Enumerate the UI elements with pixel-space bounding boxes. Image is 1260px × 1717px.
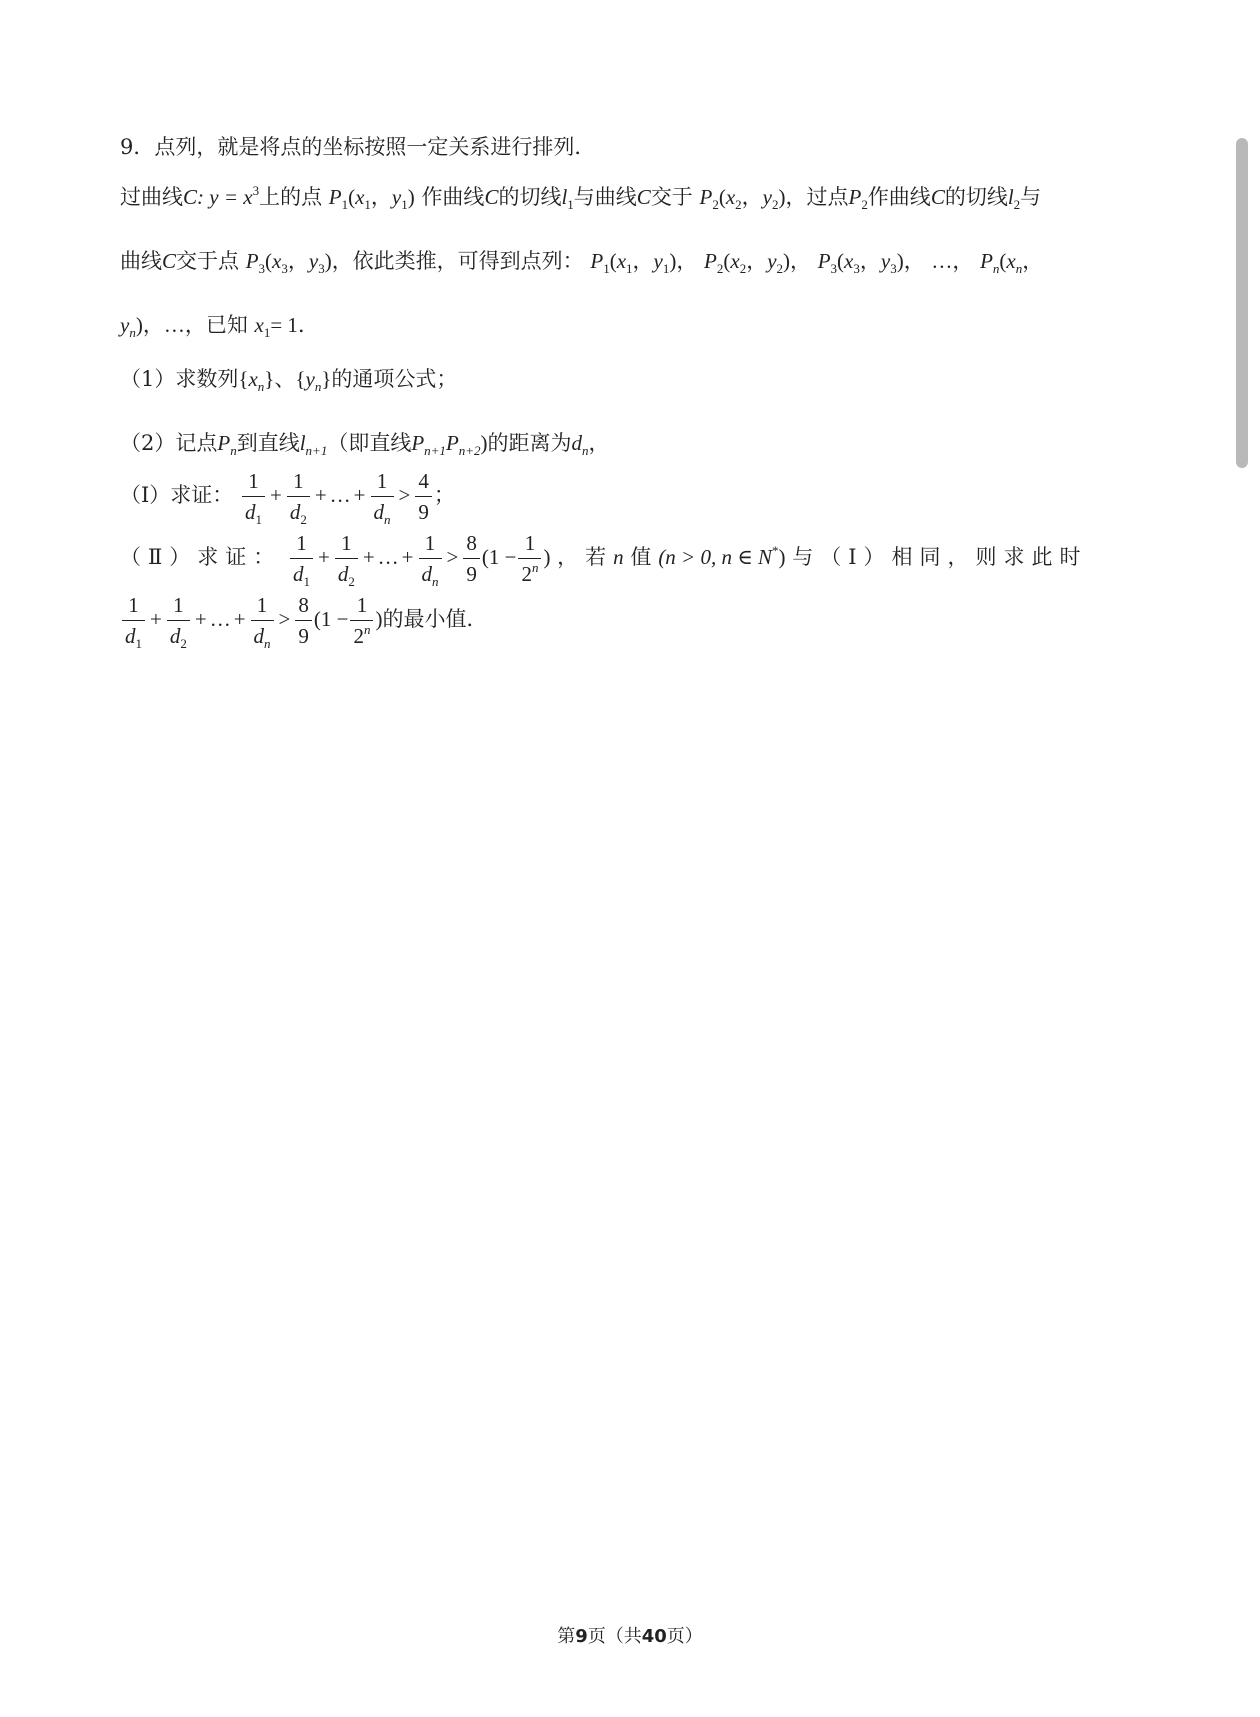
math-x: x (355, 185, 365, 209)
math-sub: 3 (258, 261, 266, 276)
text: ， (676, 249, 698, 273)
footer-text: 页） (666, 1626, 703, 1647)
fraction (242, 466, 265, 527)
frac-num: 1 (419, 528, 442, 559)
math-paren: ) (778, 185, 786, 209)
math-paren: ) (324, 249, 332, 273)
fraction (167, 590, 190, 651)
math-paren: ) (669, 249, 677, 273)
math-sub: n (432, 574, 439, 589)
math-paren: ) (375, 607, 383, 631)
frac-den: 9 (466, 562, 477, 586)
text: 上的点 (259, 185, 323, 209)
math-P: P (328, 185, 342, 209)
fraction (295, 590, 312, 651)
text: 作曲线 (421, 185, 485, 209)
math-sub: n (384, 512, 391, 527)
math-sup: n (363, 622, 371, 637)
text: 值 (630, 545, 659, 569)
text: 的距离为 (487, 431, 572, 455)
math-sub: 2 (300, 512, 307, 527)
text: 交于 (650, 185, 693, 209)
text: ， (287, 249, 309, 273)
math-y: y (305, 367, 315, 391)
math-paren: ) (783, 249, 791, 273)
math-d: d (289, 500, 301, 524)
part-I (120, 466, 455, 527)
math-sub: 1 (567, 197, 574, 212)
math-sub: 1 (135, 636, 142, 651)
text: 交于点 (176, 249, 240, 273)
text: 与（Ⅰ）相同，则求此时 (792, 545, 1088, 569)
frac-den (290, 559, 313, 589)
math-brace: { (238, 367, 249, 391)
math-sub: 3 (830, 261, 838, 276)
frac-den (287, 497, 310, 527)
math-sub: 2 (1013, 197, 1021, 212)
frac-den (371, 497, 394, 527)
math-paren: ( (609, 249, 617, 273)
math-sub: 3 (281, 261, 288, 276)
frac-num: 1 (251, 590, 274, 621)
math-paren: ( (348, 185, 356, 209)
fraction (251, 590, 274, 651)
math-sub: 3 (318, 261, 325, 276)
math-paren: ) (543, 545, 551, 569)
text: 作曲线 (867, 185, 931, 209)
math-sub: n (129, 325, 136, 340)
frac-num: 1 (335, 528, 358, 559)
text: ， (952, 249, 974, 273)
math-C: C (930, 185, 945, 209)
math-x: x (272, 249, 282, 273)
math-sub: 1 (603, 261, 610, 276)
math-op: > (278, 607, 291, 631)
fraction (122, 590, 145, 651)
frac-den (335, 559, 358, 589)
math-d: d (125, 624, 136, 648)
math-y: y (653, 249, 663, 273)
text: ，若 (557, 545, 614, 569)
math-P: P (590, 249, 604, 273)
frac-den: 9 (418, 500, 429, 524)
frac-num: 1 (242, 466, 265, 497)
text: ， (632, 249, 654, 273)
math-n: n (613, 545, 624, 569)
math-d: d (253, 624, 265, 648)
frac-num: 1 (350, 590, 373, 621)
part-label: （Ⅱ）求证： (120, 545, 282, 569)
frac-num: 1 (518, 528, 541, 559)
math-brace: } (264, 367, 275, 391)
math-paren: ) (407, 185, 415, 209)
page-number: 9 (575, 1626, 588, 1647)
math-y: y (880, 249, 891, 273)
frac-den (251, 621, 274, 651)
frac-den (122, 621, 145, 651)
math-d: d (244, 500, 256, 524)
math-C: C (484, 185, 499, 209)
part-label: （Ⅰ）求证： (120, 483, 234, 507)
text: 的切线 (498, 185, 562, 209)
math-x: x (254, 313, 264, 337)
math-sub: 1 (364, 197, 371, 212)
question-line-2 (120, 246, 1043, 276)
math-sub: 1 (401, 197, 408, 212)
math-op: > (446, 545, 459, 569)
frac-den: 9 (298, 624, 309, 648)
math-op: + (401, 545, 414, 569)
page-footer (0, 1622, 1260, 1648)
frac-num: 1 (371, 466, 394, 497)
text: ， (741, 185, 763, 209)
text: ， (142, 313, 164, 337)
math-y: y (391, 185, 402, 209)
math-d: d (292, 562, 304, 586)
math-sup: n (531, 560, 539, 575)
frac-num: 8 (463, 528, 480, 559)
final-line (120, 590, 487, 651)
math-x: x (248, 367, 258, 391)
text: ， (588, 431, 610, 455)
math-op: > (398, 483, 411, 507)
math-sub: 3 (853, 261, 860, 276)
fraction (518, 528, 541, 589)
math-sub: 1 (263, 325, 271, 340)
math-sup: * (772, 543, 779, 558)
text: 、 (274, 367, 296, 391)
math-paren: ( (837, 249, 845, 273)
text: 与 (1020, 185, 1042, 209)
math-P: P (699, 185, 713, 209)
question-line-3 (120, 310, 319, 340)
text: ， (859, 249, 881, 273)
math-sub: n (257, 379, 265, 394)
math-two: 2 (353, 624, 364, 648)
math-ellipsis: … (377, 545, 399, 569)
math-C: C (162, 249, 177, 273)
math-sub: 3 (890, 261, 897, 276)
math-expr: (1 − (481, 545, 517, 569)
fraction (290, 528, 313, 589)
text: ， (903, 249, 925, 273)
math-P: P (704, 249, 717, 273)
part-label: （2）记点 (120, 431, 218, 455)
math-sub: n (1015, 261, 1023, 276)
part-label: （1）求数列 (120, 367, 239, 391)
math-l: l (561, 185, 568, 209)
math-sub: n (314, 379, 322, 394)
math-op: + (194, 607, 207, 631)
fraction (335, 528, 358, 589)
text: ，依此类推，可得到点列： (331, 249, 584, 273)
math-op: + (353, 483, 366, 507)
math-sub: 2 (771, 197, 779, 212)
math-ellipsis: … (329, 483, 351, 507)
math-P: P (848, 185, 862, 209)
text: 到直线 (236, 431, 300, 455)
text: ，已知 (184, 313, 248, 337)
math-ellipsis: … (931, 249, 953, 273)
frac-num: 8 (295, 590, 312, 621)
math-P: P (245, 249, 259, 273)
math-op: + (362, 545, 375, 569)
math-x: x (616, 249, 627, 273)
math-x: x (725, 185, 736, 209)
intro-text: 点列，就是将点的坐标按照一定关系进行排列． (154, 135, 596, 159)
text: 过曲线 (120, 185, 183, 209)
frac-den (518, 559, 541, 589)
math-sub: 2 (739, 261, 747, 276)
math-sub: 1 (626, 261, 633, 276)
math-C: C (183, 185, 198, 209)
frac-den (350, 621, 373, 651)
math-sub: 2 (712, 197, 719, 212)
math-paren: ) (896, 249, 904, 273)
math-sub: 1 (662, 261, 670, 276)
math-sub: n (582, 443, 589, 458)
text: ， (370, 185, 392, 209)
math-d: d (571, 431, 583, 455)
part-1 (120, 364, 457, 394)
math-y: y (308, 249, 319, 273)
math-ellipsis: … (209, 607, 231, 631)
text: 与曲线 (573, 185, 637, 209)
question-intro (120, 132, 595, 162)
math-l: l (299, 431, 306, 455)
text: ； (433, 483, 455, 507)
math-sub: 1 (341, 197, 349, 212)
fraction (350, 590, 373, 651)
frac-num: 1 (167, 590, 190, 621)
question-line-1 (120, 182, 1041, 212)
frac-num: 1 (287, 466, 310, 497)
math-y: y (767, 249, 777, 273)
math-sub: n+2 (458, 443, 481, 458)
text: 的切线 (944, 185, 1008, 209)
math-d: d (337, 562, 349, 586)
math-sub: 2 (735, 197, 742, 212)
math-sub: n+1 (305, 443, 328, 458)
math-op: + (317, 545, 330, 569)
math-cond: (n > 0, n ∈ N (658, 545, 773, 569)
math-y: y (762, 185, 772, 209)
math-P: P (445, 431, 459, 455)
math-P: P (217, 431, 231, 455)
math-P: P (817, 249, 831, 273)
text: ， (1022, 249, 1044, 273)
math-brace: } (321, 367, 332, 391)
math-brace: { (295, 367, 306, 391)
frac-num: 1 (122, 590, 145, 621)
text: ，过点 (785, 185, 849, 209)
fraction (287, 466, 310, 527)
math-curve-eq: : y = x (197, 185, 253, 209)
frac-num: 4 (415, 466, 432, 497)
math-sub: 1 (255, 512, 262, 527)
part-2 (120, 428, 610, 458)
math-expr: (1 − (313, 607, 349, 631)
math-x: x (844, 249, 854, 273)
math-d: d (169, 624, 181, 648)
math-op: + (150, 607, 162, 631)
text: 曲线 (120, 249, 162, 273)
text: 的通项公式； (331, 367, 458, 391)
text: ． (297, 313, 319, 337)
frac-num: 1 (290, 528, 313, 559)
math-exp: 3 (252, 183, 260, 198)
math-sub: n (230, 443, 237, 458)
math-C: C (636, 185, 651, 209)
math-P: P (411, 431, 425, 455)
math-paren: ) (135, 313, 143, 337)
question-number: 9． (120, 135, 155, 159)
footer-text: 页（共 (587, 1626, 642, 1647)
fraction (419, 528, 442, 589)
math-paren: ( (723, 249, 731, 273)
math-eq: = 1 (270, 313, 298, 337)
frac-den (419, 559, 442, 589)
fraction (415, 466, 432, 527)
math-sub: 2 (716, 261, 724, 276)
math-l: l (1007, 185, 1014, 209)
math-paren: ) (778, 545, 786, 569)
math-sub: 2 (861, 197, 868, 212)
math-P: P (980, 249, 993, 273)
footer-text: 第 (557, 1626, 576, 1647)
math-x: x (730, 249, 740, 273)
math-y: y (120, 313, 130, 337)
math-d: d (373, 500, 385, 524)
fraction (463, 528, 480, 589)
math-x: x (1006, 249, 1016, 273)
fraction (371, 466, 394, 527)
math-two: 2 (521, 562, 532, 586)
math-d: d (421, 562, 432, 586)
math-sub: n (264, 636, 271, 651)
text: （即直线 (327, 431, 412, 455)
math-paren: ( (265, 249, 273, 273)
math-sub: 2 (348, 574, 355, 589)
math-sub: 2 (776, 261, 784, 276)
frac-den (242, 497, 265, 527)
part-II (120, 528, 1088, 589)
math-op: + (314, 483, 327, 507)
math-sub: 1 (303, 574, 310, 589)
math-ellipsis: … (163, 313, 185, 337)
text: ， (790, 249, 812, 273)
frac-den (167, 621, 190, 651)
math-paren: ( (999, 249, 1007, 273)
text: ， (746, 249, 768, 273)
math-paren: ( (718, 185, 726, 209)
vertical-scrollbar[interactable] (1236, 138, 1248, 468)
math-op: + (233, 607, 246, 631)
math-op: + (269, 483, 282, 507)
math-paren: ) (480, 431, 488, 455)
math-sub: n (992, 261, 1000, 276)
text: 的最小值． (382, 607, 488, 631)
page-total: 40 (641, 1626, 667, 1647)
math-sub: 2 (180, 636, 187, 651)
math-sub: n+1 (424, 443, 446, 458)
